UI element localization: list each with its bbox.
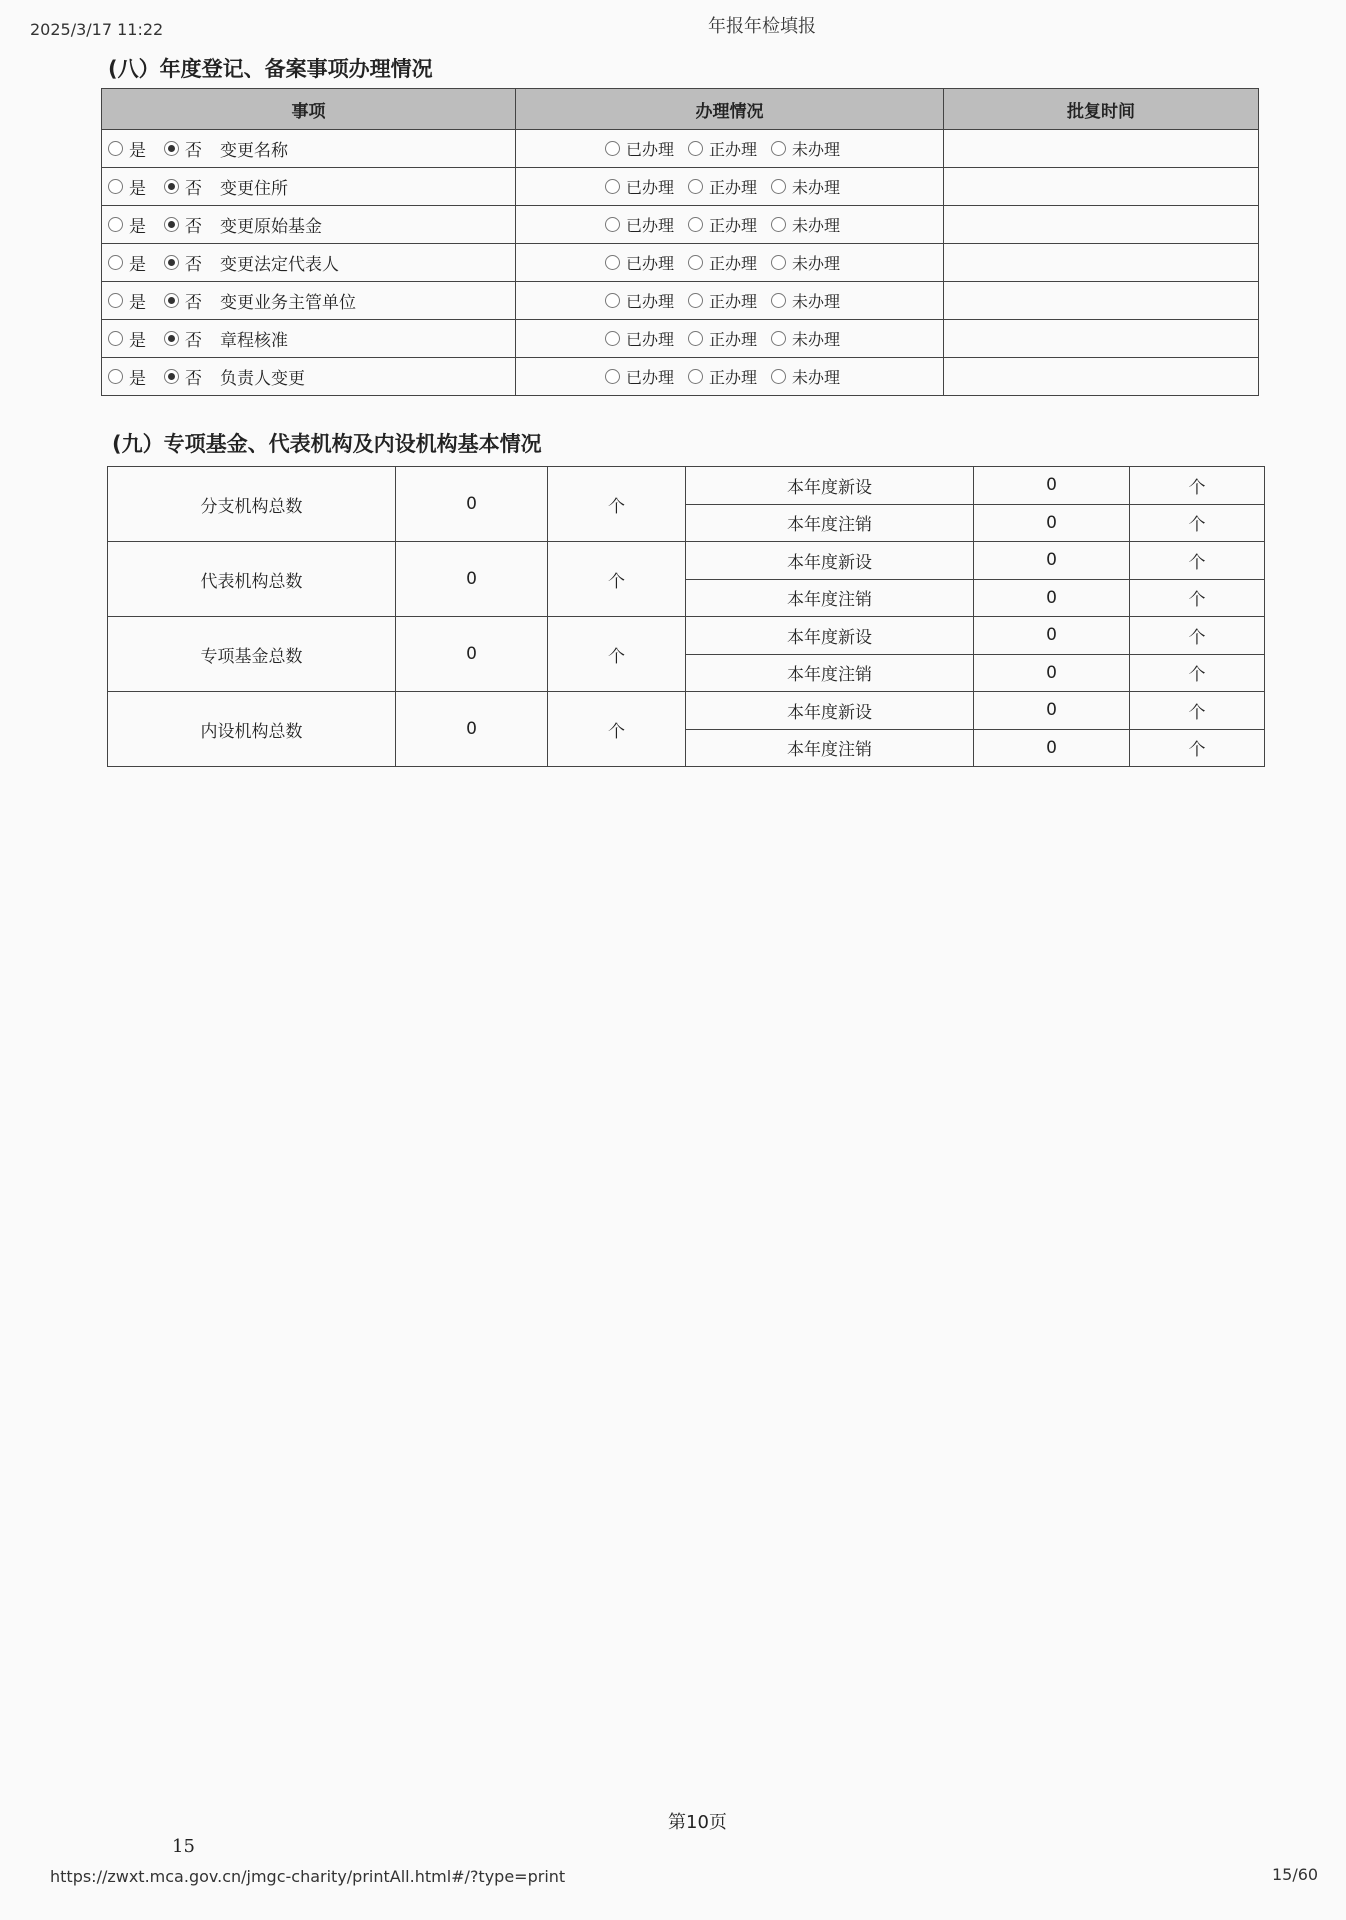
approval-time-cell: [944, 320, 1259, 358]
status-label: 已办理: [625, 140, 674, 159]
status-radio[interactable]: [605, 217, 620, 232]
status-radio[interactable]: [605, 331, 620, 346]
status-label: 未办理: [792, 292, 841, 311]
section8-title: (八）年度登记、备案事项办理情况: [108, 57, 433, 81]
no-label: 否: [185, 179, 202, 199]
unit-label: 个: [1130, 692, 1265, 730]
yes-radio[interactable]: [108, 179, 123, 194]
yes-radio[interactable]: [108, 331, 123, 346]
status-label: 正办理: [708, 216, 757, 235]
unit-label: 个: [548, 542, 686, 617]
status-radio[interactable]: [605, 255, 620, 270]
status-option[interactable]: [605, 289, 674, 312]
yes-label: 是: [129, 369, 146, 389]
status-label: 未办理: [792, 330, 841, 349]
table-row: [108, 542, 1265, 580]
approval-time-cell: [944, 282, 1259, 320]
table-row: [102, 358, 1259, 396]
status-radio[interactable]: [771, 217, 786, 232]
status-radio[interactable]: [688, 179, 703, 194]
status-option[interactable]: [771, 251, 840, 274]
no-label: 否: [185, 369, 202, 389]
approval-time-cell: [944, 168, 1259, 206]
unit-label: 个: [1130, 579, 1265, 617]
status-option[interactable]: [605, 365, 674, 388]
status-option[interactable]: [605, 175, 674, 198]
table-row: [102, 168, 1259, 206]
group-label: 专项基金总数: [108, 617, 396, 692]
column-header-status: 办理情况: [516, 89, 944, 130]
section9-title: (九）专项基金、代表机构及内设机构基本情况: [112, 432, 542, 456]
group-label: 内设机构总数: [108, 692, 396, 767]
approval-time-cell: [944, 244, 1259, 282]
yes-label: 是: [129, 141, 146, 161]
status-cell: [516, 168, 944, 206]
status-radio[interactable]: [771, 331, 786, 346]
status-label: 已办理: [625, 216, 674, 235]
item-name: 章程核准: [220, 331, 288, 351]
approval-time-cell: [944, 130, 1259, 168]
status-label: 正办理: [708, 292, 757, 311]
table-row: [108, 617, 1265, 655]
yes-radio[interactable]: [108, 369, 123, 384]
status-radio[interactable]: [688, 255, 703, 270]
status-option[interactable]: [688, 289, 757, 312]
status-radio[interactable]: [605, 369, 620, 384]
no-radio[interactable]: [164, 293, 179, 308]
page-count: 15/60: [1272, 1865, 1319, 1884]
unit-label: 个: [1130, 654, 1265, 692]
item-name: 变更法定代表人: [220, 255, 339, 275]
item-name: 变更名称: [220, 141, 288, 161]
status-label: 未办理: [792, 140, 841, 159]
cancel-label: 本年度注销: [686, 579, 974, 617]
status-radio[interactable]: [771, 369, 786, 384]
no-label: 否: [185, 331, 202, 351]
status-radio[interactable]: [771, 179, 786, 194]
status-radio[interactable]: [688, 369, 703, 384]
yes-label: 是: [129, 179, 146, 199]
cancel-label: 本年度注销: [686, 654, 974, 692]
unit-label: 个: [548, 467, 686, 542]
item-cell: [102, 130, 516, 168]
yes-label: 是: [129, 293, 146, 313]
status-option[interactable]: [771, 365, 840, 388]
status-label: 已办理: [625, 330, 674, 349]
status-radio[interactable]: [688, 217, 703, 232]
yes-label: 是: [129, 331, 146, 351]
group-label: 代表机构总数: [108, 542, 396, 617]
status-option[interactable]: [771, 289, 840, 312]
status-radio[interactable]: [605, 293, 620, 308]
cancel-value: 0: [974, 504, 1130, 542]
group-total: 0: [396, 542, 548, 617]
unit-label: 个: [1130, 617, 1265, 655]
no-label: 否: [185, 141, 202, 161]
new-label: 本年度新设: [686, 617, 974, 655]
status-label: 未办理: [792, 178, 841, 197]
status-option[interactable]: [771, 213, 840, 236]
status-label: 未办理: [792, 216, 841, 235]
no-radio[interactable]: [164, 179, 179, 194]
yes-radio[interactable]: [108, 255, 123, 270]
no-radio[interactable]: [164, 141, 179, 156]
status-option[interactable]: [771, 175, 840, 198]
group-total: 0: [396, 692, 548, 767]
new-label: 本年度新设: [686, 692, 974, 730]
group-total: 0: [396, 467, 548, 542]
no-radio[interactable]: [164, 331, 179, 346]
item-cell: [102, 320, 516, 358]
status-option[interactable]: [771, 137, 840, 160]
unit-label: 个: [548, 692, 686, 767]
status-cell: [516, 244, 944, 282]
status-option[interactable]: [605, 251, 674, 274]
document-header-title: 年报年检填报: [708, 16, 816, 37]
status-option[interactable]: [688, 327, 757, 350]
table-row: [102, 130, 1259, 168]
item-name: 变更业务主管单位: [220, 293, 356, 313]
item-cell: [102, 244, 516, 282]
status-option[interactable]: [688, 251, 757, 274]
status-label: 正办理: [708, 330, 757, 349]
status-label: 正办理: [708, 368, 757, 387]
no-label: 否: [185, 255, 202, 275]
new-value: 0: [974, 467, 1130, 505]
status-cell: [516, 282, 944, 320]
status-radio[interactable]: [605, 141, 620, 156]
page-label: 第10页: [668, 1812, 727, 1833]
print-datetime: 2025/3/17 11:22: [30, 20, 164, 39]
table-header-row: [102, 89, 1259, 130]
status-label: 已办理: [625, 254, 674, 273]
status-option[interactable]: [605, 327, 674, 350]
status-radio[interactable]: [605, 179, 620, 194]
status-option[interactable]: [688, 175, 757, 198]
item-name: 变更原始基金: [220, 217, 322, 237]
new-label: 本年度新设: [686, 542, 974, 580]
cancel-label: 本年度注销: [686, 729, 974, 767]
status-label: 正办理: [708, 140, 757, 159]
unit-label: 个: [1130, 504, 1265, 542]
status-label: 正办理: [708, 178, 757, 197]
yes-radio[interactable]: [108, 293, 123, 308]
status-option[interactable]: [771, 327, 840, 350]
handwritten-page-number: 15: [172, 1836, 195, 1857]
cancel-value: 0: [974, 579, 1130, 617]
status-radio[interactable]: [688, 293, 703, 308]
item-cell: [102, 358, 516, 396]
yes-radio[interactable]: [108, 141, 123, 156]
status-cell: [516, 358, 944, 396]
new-value: 0: [974, 617, 1130, 655]
no-label: 否: [185, 217, 202, 237]
table-row: [108, 467, 1265, 505]
no-radio[interactable]: [164, 255, 179, 270]
column-header-approval-time: 批复时间: [944, 89, 1259, 130]
status-radio[interactable]: [688, 331, 703, 346]
unit-label: 个: [1130, 467, 1265, 505]
status-radio[interactable]: [771, 141, 786, 156]
table-row: [102, 206, 1259, 244]
table-row: [102, 282, 1259, 320]
yes-label: 是: [129, 217, 146, 237]
new-label: 本年度新设: [686, 467, 974, 505]
status-option[interactable]: [605, 137, 674, 160]
status-cell: [516, 206, 944, 244]
status-label: 未办理: [792, 254, 841, 273]
yes-radio[interactable]: [108, 217, 123, 232]
status-label: 已办理: [625, 292, 674, 311]
item-name: 变更住所: [220, 179, 288, 199]
status-cell: [516, 320, 944, 358]
status-label: 已办理: [625, 368, 674, 387]
no-radio[interactable]: [164, 369, 179, 384]
unit-label: 个: [1130, 542, 1265, 580]
item-cell: [102, 168, 516, 206]
new-value: 0: [974, 692, 1130, 730]
item-cell: [102, 206, 516, 244]
cancel-value: 0: [974, 654, 1130, 692]
status-option[interactable]: [688, 137, 757, 160]
status-label: 正办理: [708, 254, 757, 273]
page-url: https://zwxt.mca.gov.cn/jmgc-charity/printAll.html#/?type=print: [50, 1867, 566, 1886]
new-value: 0: [974, 542, 1130, 580]
cancel-label: 本年度注销: [686, 504, 974, 542]
group-label: 分支机构总数: [108, 467, 396, 542]
status-radio[interactable]: [771, 293, 786, 308]
status-cell: [516, 130, 944, 168]
unit-label: 个: [1130, 729, 1265, 767]
column-header-item: 事项: [102, 89, 516, 130]
approval-time-cell: [944, 206, 1259, 244]
item-cell: [102, 282, 516, 320]
item-name: 负责人变更: [220, 369, 305, 389]
status-radio[interactable]: [688, 141, 703, 156]
no-label: 否: [185, 293, 202, 313]
table-row: [108, 692, 1265, 730]
status-label: 已办理: [625, 178, 674, 197]
status-label: 未办理: [792, 368, 841, 387]
group-total: 0: [396, 617, 548, 692]
status-option[interactable]: [688, 213, 757, 236]
cancel-value: 0: [974, 729, 1130, 767]
approval-time-cell: [944, 358, 1259, 396]
no-radio[interactable]: [164, 217, 179, 232]
unit-label: 个: [548, 617, 686, 692]
status-option[interactable]: [688, 365, 757, 388]
institution-count-table: [107, 466, 1265, 767]
registration-items-table: [101, 88, 1259, 396]
table-row: [102, 244, 1259, 282]
status-option[interactable]: [605, 213, 674, 236]
status-radio[interactable]: [771, 255, 786, 270]
table-row: [102, 320, 1259, 358]
yes-label: 是: [129, 255, 146, 275]
